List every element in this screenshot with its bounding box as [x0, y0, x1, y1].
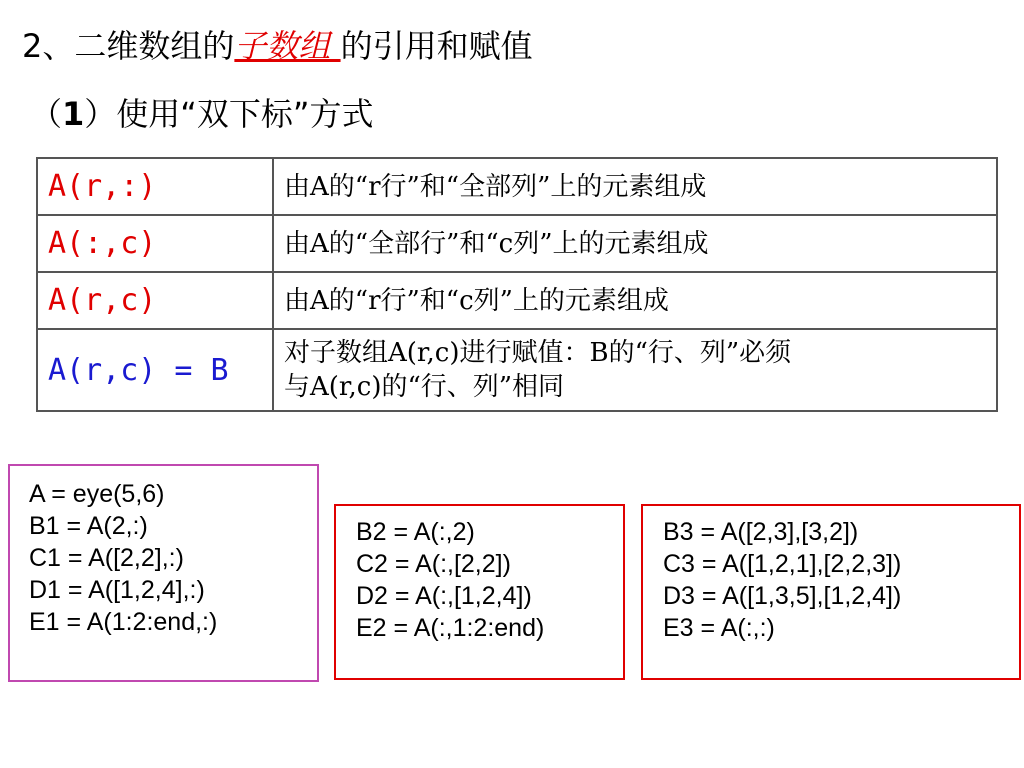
subsection-title	[30, 92, 373, 136]
code-line: D1 = A([1,2,4],:)	[29, 576, 205, 604]
subtitle-number: 1	[62, 95, 85, 133]
desc-cell	[273, 329, 997, 411]
subtitle-text: ）使用“双下标”方式	[84, 95, 374, 133]
code-line: E2 = A(:,1:2:end)	[356, 614, 545, 642]
code-box-rows	[8, 464, 319, 682]
title-prefix: 2、二维数组的	[22, 27, 235, 65]
title-highlight: 子数组	[234, 27, 341, 65]
desc-line: 对子数组A(r,c)进行赋值：B的“行、列”必须	[284, 338, 792, 368]
code-line: D2 = A(:,[1,2,4])	[356, 582, 532, 610]
code-line: C1 = A([2,2],:)	[29, 544, 184, 572]
code-box-columns	[334, 504, 625, 680]
table-row	[37, 215, 997, 272]
expr-cell: A(r,c)	[37, 272, 273, 329]
subtitle-open: （	[30, 95, 63, 133]
code-line: C2 = A(:,[2,2])	[356, 550, 511, 578]
table-row	[37, 272, 997, 329]
table-row	[37, 158, 997, 215]
table-row	[37, 329, 997, 411]
code-line: B3 = A([2,3],[3,2])	[663, 518, 859, 546]
code-line: D3 = A([1,3,5],[1,2,4])	[663, 582, 902, 610]
desc-cell: 由A的“全部行”和“c列”上的元素组成	[273, 215, 997, 272]
code-line: A = eye(5,6)	[29, 480, 165, 508]
expr-cell: A(r,c) = B	[37, 329, 273, 411]
indexing-table	[36, 157, 998, 412]
code-line: C3 = A([1,2,1],[2,2,3])	[663, 550, 902, 578]
code-line: B1 = A(2,:)	[29, 512, 148, 540]
desc-line: 与A(r,c)的“行、列”相同	[284, 372, 565, 402]
expr-cell: A(:,c)	[37, 215, 273, 272]
desc-cell: 由A的“r行”和“c列”上的元素组成	[273, 272, 997, 329]
code-box-submatrix	[641, 504, 1021, 680]
code-line: B2 = A(:,2)	[356, 518, 475, 546]
code-line: E3 = A(:,:)	[663, 614, 775, 642]
expr-cell: A(r,:)	[37, 158, 273, 215]
title-suffix: 的引用和赋值	[340, 27, 533, 65]
desc-cell: 由A的“r行”和“全部列”上的元素组成	[273, 158, 997, 215]
section-title	[22, 24, 533, 68]
code-line: E1 = A(1:2:end,:)	[29, 608, 218, 636]
